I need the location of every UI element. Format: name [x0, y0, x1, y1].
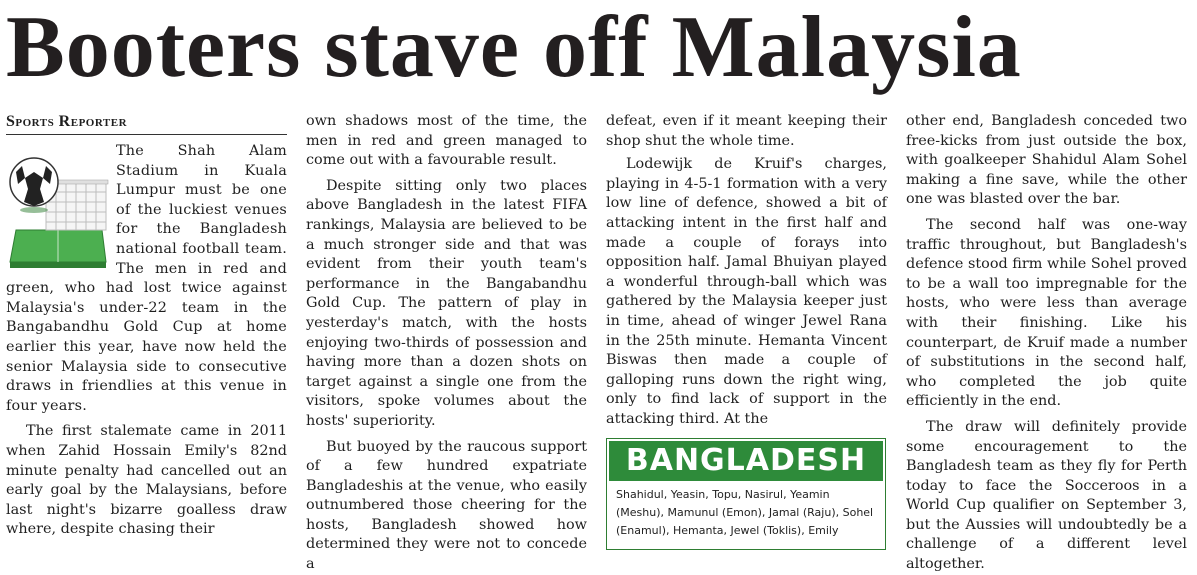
paragraph: But buoyed by the raucous support of a few hundred expatriate Bangladeshis at the venue, who easily outnumbered those cheering for the hosts, Bangladesh showed how determined they were not to concede a: [306, 438, 587, 573]
paragraph: own shadows most of the time, the men in red and green managed to come out with a favourable result.: [306, 113, 587, 169]
lineup-box-players: Shahidul, Yeasin, Topu, Nasirul, Yeamin (Meshu), Mamunul (Emon), Jamal (Raju), Sohel (Enamul), Hemanta, Jewel (Toklis), Emily: [616, 488, 874, 537]
article-column-1: [6, 112, 287, 560]
article-column-3: [606, 112, 887, 430]
paragraph: The first stalemate came in 2011 when Zahid Hossain Emily's 82nd minute penalty had cancelled out an early goal by the Malaysians, before last night's bizarre goalless draw where, despite chasing their: [6, 423, 287, 538]
paragraph: Despite sitting only two places above Bangladesh in the latest FIFA rankings, Malaysia are believed to be a much stronger side and that was evident from their youth team's performance in the Bangabandhu Gold Cup. The pattern of play in yesterday's match, with the hosts enjoying two-thirds of possession and having more than a dozen shots on target against a single one from the visitors, spoke volumes about the hosts' superiority.: [306, 177, 587, 429]
lineup-box-title: BANGLADESH: [609, 441, 883, 481]
paragraph: defeat, even if it meant keeping their shop shut the whole time.: [606, 113, 887, 149]
paragraph: other end, Bangladesh conceded two free-kicks from just outside the box, with goalkeeper Shahidul Alam Sohel making a fine save, while the other one was blasted over the bar.: [906, 113, 1187, 208]
lineup-box: [606, 438, 886, 550]
paragraph: The second half was one-way traffic throughout, but Bangladesh's defence stood firm while Sohel proved to be a wall too impregnable for the hosts, who were less than average with their finishing. Like his counterpart, de Kruif made a number of substitutions in the second half, who completed the job quite efficiently in the end.: [906, 216, 1187, 410]
paragraph: The Shah Alam Stadium in Kuala Lumpur must be one of the luckiest venues for the Bangladesh national football team. The men in red and green, who had lost twice against Malaysia's under-22 team in the Bangabandhu Gold Cup at home earlier this year, have now held the senior Malaysia side to consecutive draws in friendlies at this venue in four years.: [6, 143, 287, 414]
headline: Booters stave off Malaysia: [6, 0, 1022, 96]
paragraph: Lodewijk de Kruif's charges, playing in 4-5-1 formation with a very low line of defence, showed a bit of attacking intent in the first half and made a couple of forays into opposition half. Jamal Bhuiyan played a wonderful through-ball which was gathered by the Malaysia keeper just in time, ahead of winger Jewel Rana in the 25th minute. Hemanta Vincent Biswas then made a couple of galloping runs down the right wing, only to find lack of support in the attacking third. At the: [606, 156, 887, 427]
article-column-4: [906, 112, 1187, 573]
article-column-2: [306, 112, 587, 573]
football-goal-icon: [6, 142, 110, 270]
paragraph: The draw will definitely provide some encouragement to the Bangladesh team as they fly for Perth today to face the Socceroos in a World Cup qualifier on September 3, but the Aussies will undoubtedly be a challenge of a different level altogether.: [906, 418, 1187, 573]
byline: Sports Reporter: [6, 112, 287, 135]
